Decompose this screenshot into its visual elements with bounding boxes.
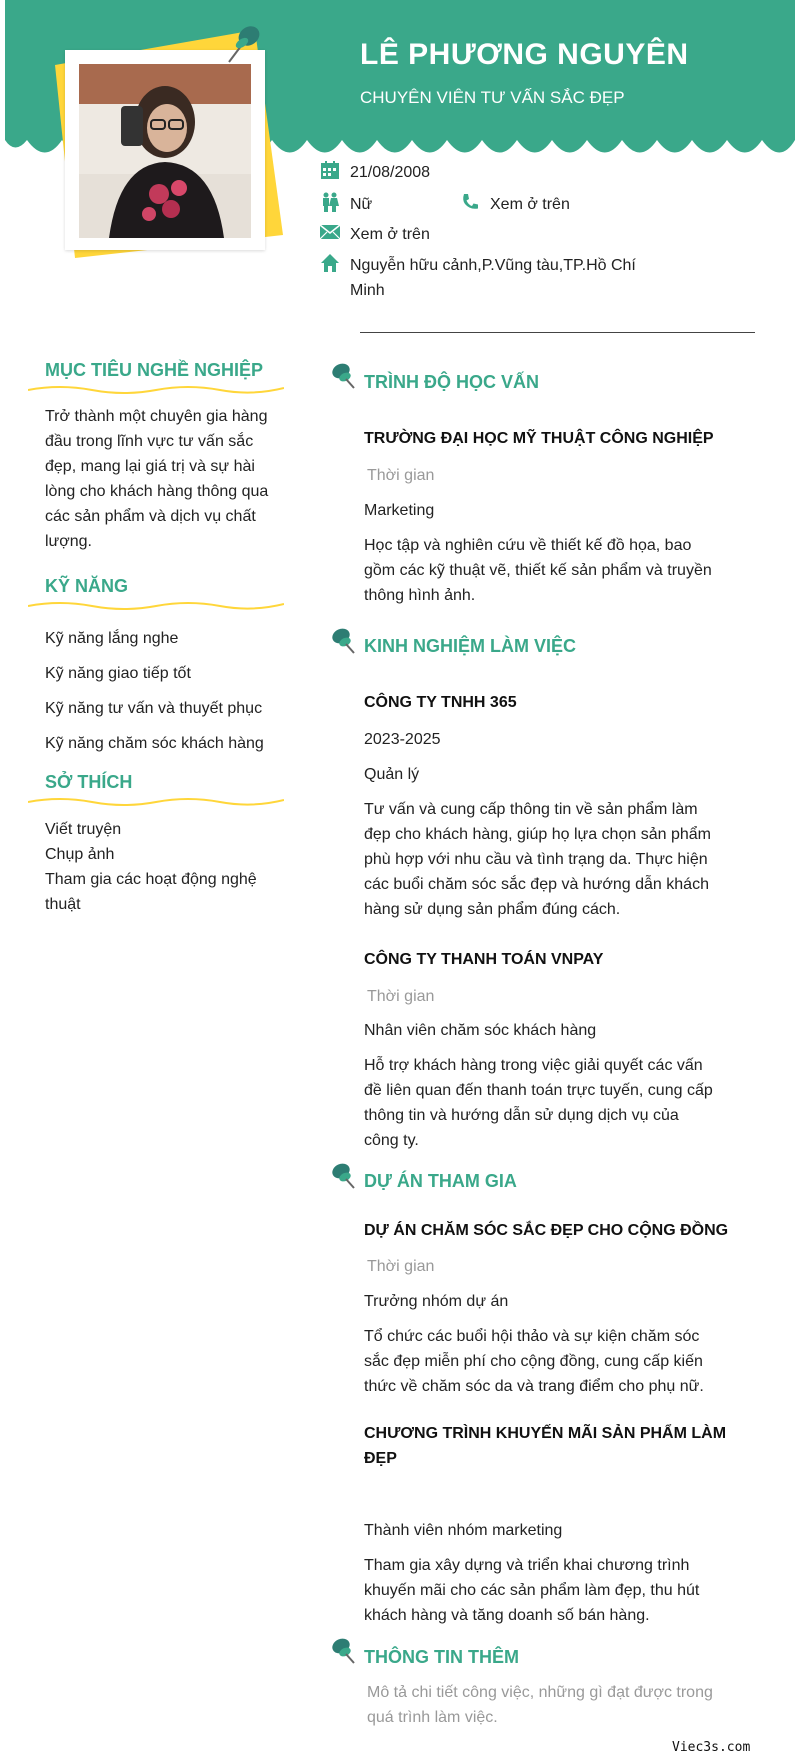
objective-underline: [28, 384, 284, 396]
job-desc: Hỗ trợ khách hàng trong việc giải quyết các vấn đề liên quan đến thanh toán trực tuyến, cung cấp thông tin và hướng dẫn sử dụng dịch vụ của công ty.: [364, 1057, 713, 1149]
skill-item: Kỹ năng chăm sóc khách hàng: [45, 735, 264, 752]
project-name: DỰ ÁN CHĂM SÓC SẮC ĐẸP CHO CỘNG ĐỒNG: [364, 1222, 729, 1239]
skills-heading: KỸ NĂNG: [45, 576, 129, 596]
project-desc: Tổ chức các buổi hội thảo và sự kiện chăm sóc sắc đẹp miễn phí cho cộng đồng, cung cấp kiến thức về chăm sóc da và trang điểm cho phụ nữ.: [364, 1328, 704, 1395]
gender-row: [320, 192, 460, 217]
avatar-illustration: [79, 64, 251, 238]
skill-item: Kỹ năng lắng nghe: [45, 630, 179, 647]
job-role: Quản lý: [364, 766, 420, 783]
hobbies-underline: [28, 796, 284, 808]
project-name: CHƯƠNG TRÌNH KHUYẾN MÃI SẢN PHẨM LÀM ĐẸP: [364, 1425, 727, 1467]
phone-value: Xem ở trên: [490, 196, 570, 213]
projects-heading: DỰ ÁN THAM GIA: [364, 1171, 517, 1191]
education-time: Thời gian: [367, 467, 435, 484]
job-title: CHUYÊN VIÊN TƯ VẤN SẮC ĐẸP: [360, 88, 625, 107]
skill-item: Kỹ năng tư vấn và thuyết phục: [45, 700, 263, 717]
email-value: Xem ở trên: [350, 226, 430, 243]
experience-heading: KINH NGHIỆM LÀM VIỆC: [364, 636, 577, 656]
job-company: CÔNG TY THANH TOÁN VNPAY: [364, 951, 604, 968]
birthday-row: [320, 160, 620, 185]
pushpin-icon: [330, 1162, 356, 1190]
address-value: Nguyễn hữu cảnh,P.Vũng tàu,TP.Hồ Chí Minh: [350, 257, 636, 299]
skill-item: Kỹ năng giao tiếp tốt: [45, 665, 191, 682]
hobby-item: Chụp ảnh: [45, 846, 115, 863]
header-divider: [360, 332, 755, 333]
home-icon: [320, 253, 340, 273]
email-row: [320, 222, 620, 247]
photo-area: [45, 30, 285, 270]
project-role: Trưởng nhóm dự án: [364, 1293, 509, 1310]
phone-icon: [460, 192, 480, 212]
job-desc: Tư vấn và cung cấp thông tin về sản phẩm làm đẹp cho khách hàng, giúp họ lựa chọn sản phẩm phù hợp với nhu cầu và tình trạng da. Thực hiện các buổi chăm sóc sắc đẹp và hướng dẫn khách hàng sử dụng sản phẩm đúng cách.: [364, 801, 711, 918]
calendar-icon: [320, 160, 340, 180]
hobbies-heading: SỞ THÍCH: [45, 772, 133, 792]
project-desc: Tham gia xây dựng và triển khai chương trình khuyến mãi cho các sản phẩm làm đẹp, thu hút khách hàng và tăng doanh số bán hàng.: [364, 1557, 700, 1624]
email-icon: [320, 222, 340, 242]
job-time: Thời gian: [367, 988, 435, 1005]
education-desc: Học tập và nghiên cứu về thiết kế đồ họa, bao gồm các kỹ thuật vẽ, thiết kế sản phẩm và truyền thông hình ảnh.: [364, 537, 712, 604]
project-time: Thời gian: [367, 1258, 435, 1275]
extra-heading: THÔNG TIN THÊM: [364, 1647, 519, 1667]
objective-heading: MỤC TIÊU NGHỀ NGHIỆP: [45, 360, 264, 380]
photo-frame: [65, 50, 265, 250]
job-time: 2023-2025: [364, 731, 441, 748]
objective-text: Trở thành một chuyên gia hàng đầu trong lĩnh vực tư vấn sắc đẹp, mang lại giá trị và sự hài lòng cho khách hàng thông qua các sản phẩm và dịch vụ chất lượng.: [45, 408, 269, 550]
pushpin-icon: [330, 1637, 356, 1665]
pushpin-icon: [330, 362, 356, 390]
gender-icon: [320, 192, 340, 212]
education-school: TRƯỜNG ĐẠI HỌC MỸ THUẬT CÔNG NGHIỆP: [364, 430, 714, 447]
avatar: [79, 64, 251, 238]
education-heading: TRÌNH ĐỘ HỌC VẤN: [364, 372, 539, 392]
project-role: Thành viên nhóm marketing: [364, 1522, 563, 1539]
hobby-item: Tham gia các hoạt động nghệ thuật: [45, 871, 257, 913]
brand-watermark[interactable]: Viec3s.com: [672, 1740, 751, 1755]
person-name: LÊ PHƯƠNG NGUYÊN: [360, 38, 689, 71]
phone-row: [460, 192, 660, 217]
job-company: CÔNG TY TNHH 365: [364, 694, 517, 711]
pushpin-icon: [223, 22, 263, 66]
skills-underline: [28, 600, 284, 612]
job-role: Nhân viên chăm sóc khách hàng: [364, 1022, 597, 1039]
gender-value: Nữ: [350, 196, 373, 213]
hobby-item: Viết truyện: [45, 821, 122, 838]
pushpin-icon: [330, 627, 356, 655]
birthday-value: 21/08/2008: [350, 164, 431, 181]
address-row: [320, 253, 650, 303]
extra-desc: Mô tả chi tiết công việc, những gì đạt được trong quá trình làm việc.: [367, 1684, 713, 1726]
education-major: Marketing: [364, 502, 435, 519]
